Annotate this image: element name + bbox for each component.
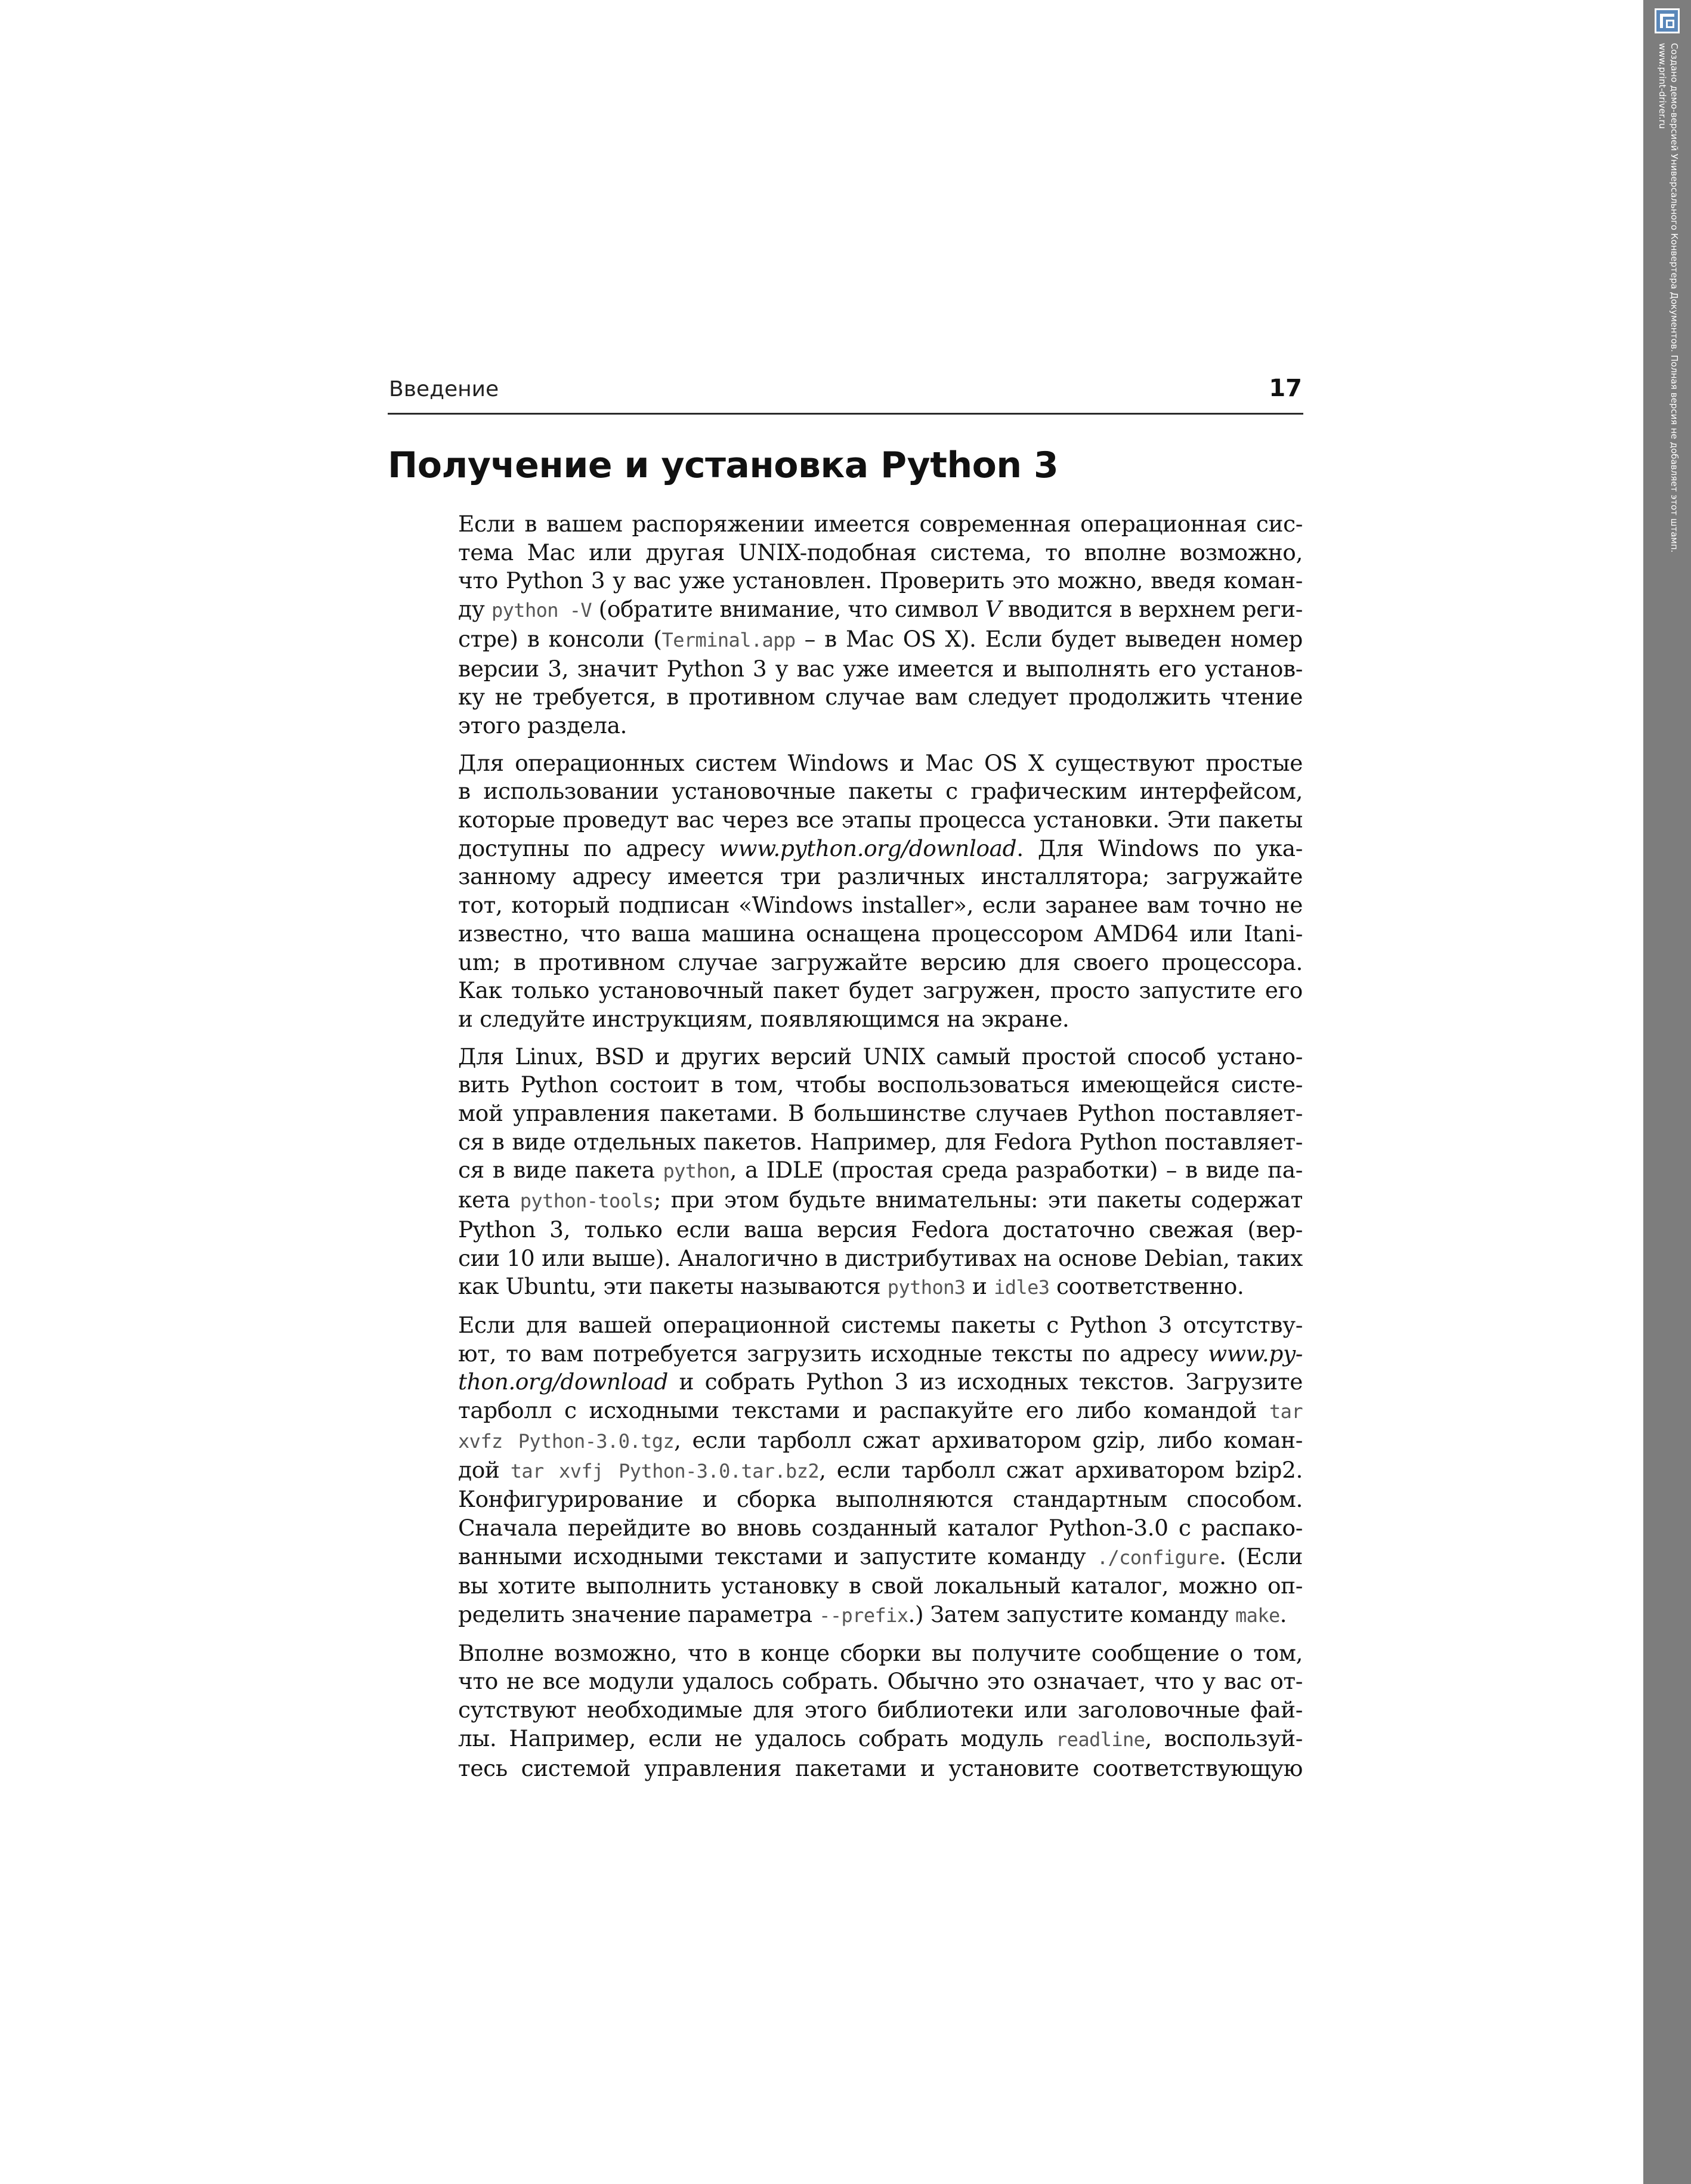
- text-run: , а IDLE (простая среда разработки) – в виде па-: [729, 1157, 1303, 1184]
- inline-code: python3: [887, 1276, 966, 1299]
- download-url: www.py-: [1208, 1340, 1303, 1367]
- text-line: Конфигурирование и сборка выполняются стандартным способом.: [458, 1486, 1303, 1513]
- text-line: Python 3, только если ваша версия Fedora достаточно свежая (вер-: [458, 1216, 1303, 1243]
- text-line: Для Linux, BSD и других версий UNIX самый простой способ устано-: [458, 1043, 1303, 1070]
- text-line: которые проведут вас через все этапы процесса установки. Эти пакеты: [458, 807, 1303, 833]
- inline-code: python-tools: [520, 1190, 654, 1213]
- text-run: доступны по адресу: [458, 835, 719, 861]
- text-run: . Для Windows по ука-: [1016, 835, 1303, 861]
- text-line: Как только установочный пакет будет загружен, просто запустите его: [458, 977, 1303, 1004]
- text-line: Если для вашей операционной системы пакеты с Python 3 отсутству-: [458, 1311, 1303, 1338]
- paragraph-5: [458, 1639, 1303, 1783]
- download-url: thon.org/download: [458, 1369, 668, 1395]
- text-line: известно, что ваша машина оснащена процессором AMD64 или Itani-: [458, 920, 1303, 947]
- text-run: .: [1279, 1601, 1287, 1628]
- text-line: тесь системой управления пакетами и установите соответствующую: [458, 1754, 1303, 1781]
- running-head-section: Введение: [389, 377, 499, 401]
- text-run: и собрать Python 3 из исходных текстов. Загрузите: [667, 1369, 1303, 1395]
- running-head: [388, 375, 1303, 415]
- inline-code: Terminal.app: [661, 628, 796, 651]
- inline-code: ./configure: [1096, 1546, 1220, 1569]
- watermark-sidebar: [1643, 0, 1691, 2184]
- text-run: как Ubuntu, эти пакеты называются: [458, 1273, 888, 1300]
- text-run: (обратите внимание, что символ: [592, 596, 985, 623]
- text-run: , воспользуй-: [1145, 1725, 1303, 1751]
- text-line: тема Mac или другая UNIX-подобная система, то вполне возможно,: [458, 539, 1303, 566]
- text-line: вы хотите выполнить установку в свой локальный каталог, можно оп-: [458, 1573, 1303, 1599]
- text-line: [458, 1543, 1303, 1573]
- text-line: [458, 1186, 1303, 1216]
- paragraph-1: [458, 510, 1303, 740]
- text-line: что не все модули удалось собрать. Обычно это означает, что у вас от-: [458, 1668, 1303, 1695]
- text-line: [458, 1397, 1303, 1426]
- inline-code: readline: [1056, 1728, 1145, 1751]
- text-run: . (Если: [1219, 1543, 1303, 1570]
- inline-code: tar: [1269, 1400, 1303, 1423]
- text-line: [458, 1272, 1303, 1302]
- paragraph-4: [458, 1311, 1303, 1630]
- text-run: ся в виде пакета: [458, 1157, 663, 1184]
- text-run: .) Затем запустите команду: [908, 1601, 1235, 1628]
- text-line: [458, 1156, 1303, 1186]
- text-line: вить Python состоит в том, чтобы воспользоваться имеющейся систе-: [458, 1071, 1303, 1098]
- text-line: [458, 1426, 1303, 1456]
- italic-text: V: [985, 596, 1001, 623]
- text-line: [458, 1725, 1303, 1754]
- text-line: Для операционных систем Windows и Mac OS X существуют простые: [458, 749, 1303, 776]
- inline-code: python -V: [491, 599, 592, 622]
- text-run: тарболл с исходными текстами и распакуйте его либо командой: [458, 1397, 1269, 1424]
- text-line: [458, 835, 1303, 863]
- text-line: и следуйте инструкциям, появляющимся на экране.: [458, 1005, 1069, 1032]
- text-run: дой: [458, 1456, 511, 1483]
- inline-code: idle3: [994, 1276, 1050, 1299]
- paragraph-3: [458, 1043, 1303, 1302]
- inline-code: make: [1235, 1604, 1280, 1627]
- section-heading: Получение и установка Python 3: [388, 444, 1059, 486]
- text-run: стре) в консоли (: [458, 625, 662, 652]
- text-run: кета: [458, 1187, 520, 1213]
- text-run: ределить значение параметра: [458, 1601, 820, 1628]
- text-line: ку не требуется, в противном случае вам следует продолжить чтение: [458, 684, 1303, 711]
- text-run: ду: [458, 596, 491, 623]
- text-run: ванными исходными текстами и запустите команду: [458, 1543, 1097, 1570]
- body-text: [458, 510, 1303, 1791]
- text-run: и: [965, 1273, 994, 1300]
- text-line: Вполне возможно, что в конце сборки вы получите сообщение о том,: [458, 1639, 1303, 1666]
- text-line: мой управления пакетами. В большинстве случаев Python поставляет-: [458, 1100, 1303, 1127]
- text-run: ют, то вам потребуется загрузить исходные тексты по адресу: [458, 1340, 1208, 1367]
- watermark-line-1: Создано демо-версией Универсального Конвертера Документов. Полная версия не добавляет этот штамп.: [1669, 43, 1680, 553]
- text-line: [458, 1456, 1303, 1486]
- text-run: – в Mac OS X). Если будет выведен номер: [795, 625, 1303, 652]
- text-line: [458, 625, 1303, 655]
- text-line: [458, 1340, 1303, 1369]
- download-url: www.python.org/download: [719, 835, 1017, 861]
- inline-code: python: [663, 1160, 730, 1183]
- text-run: , если тарболл сжат архиватором bzip2.: [819, 1456, 1303, 1483]
- text-line: версии 3, значит Python 3 у вас уже имеется и выполнять его установ-: [458, 655, 1303, 682]
- inline-code: xvfz Python-3.0.tgz: [458, 1429, 675, 1453]
- text-line: um; в противном случае загружайте версию для своего процессора.: [458, 949, 1303, 975]
- text-line: [458, 1601, 1303, 1630]
- text-run: ; при этом будьте внимательны: эти пакеты содержат: [653, 1187, 1303, 1213]
- text-line: сутствуют необходимые для этого библиотеки или заголовочные фай-: [458, 1697, 1303, 1723]
- text-run: лы. Например, если не удалось собрать модуль: [458, 1725, 1056, 1751]
- watermark-line-2: www.print-driver.ru: [1657, 43, 1668, 129]
- converter-logo-icon: [1655, 8, 1680, 33]
- paragraph-2: [458, 749, 1303, 1034]
- text-line: тот, который подписан «Windows installer», если заранее вам точно не: [458, 892, 1303, 919]
- inline-code: --prefix: [819, 1604, 908, 1627]
- text-run: , если тарболл сжат архиватором gzip, либо коман-: [674, 1426, 1303, 1453]
- text-line: Если в вашем распоряжении имеется современная операционная сис-: [458, 511, 1303, 537]
- text-line: ся в виде отдельных пакетов. Например, для Fedora Python поставляет-: [458, 1128, 1303, 1155]
- text-line: что Python 3 у вас уже установлен. Проверить это можно, введя коман-: [458, 567, 1303, 594]
- text-run: вводится в верхнем реги-: [1001, 596, 1303, 623]
- text-line: [458, 595, 1303, 625]
- text-line: этого раздела.: [458, 712, 627, 739]
- inline-code: tar xvfj Python-3.0.tar.bz2: [510, 1459, 820, 1482]
- text-line: сии 10 или выше). Аналогично в дистрибутивах на основе Debian, таких: [458, 1244, 1303, 1271]
- text-run: соответственно.: [1049, 1273, 1244, 1300]
- text-line: [458, 1368, 1303, 1397]
- text-line: Сначала перейдите во вновь созданный каталог Python-3.0 с распако-: [458, 1514, 1303, 1541]
- text-line: занному адресу имеется три различных инсталлятора; загружайте: [458, 863, 1303, 890]
- text-line: в использовании установочные пакеты с графическим интерфейсом,: [458, 778, 1303, 805]
- page-number: 17: [1269, 375, 1302, 402]
- watermark-text: [1656, 43, 1680, 552]
